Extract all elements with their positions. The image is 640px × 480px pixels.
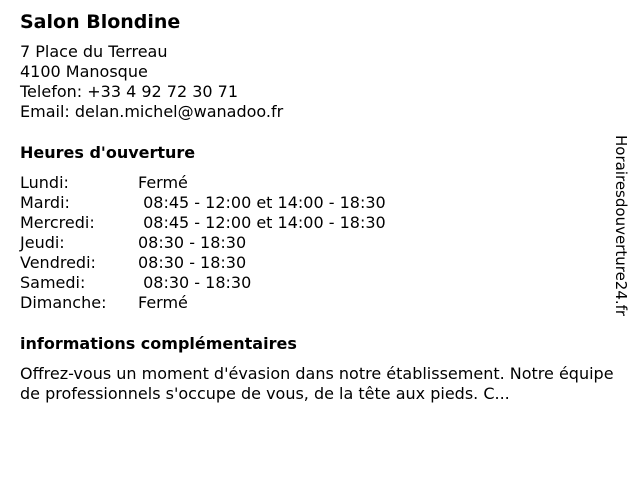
hours-row-tuesday <box>20 193 618 213</box>
hours-time: 08:45 - 12:00 et 14:00 - 18:30 <box>138 193 386 212</box>
hours-day: Mardi: <box>20 193 70 212</box>
hours-time: 08:30 - 18:30 <box>138 253 247 272</box>
phone-number: Telefon: +33 4 92 72 30 71 <box>20 82 239 101</box>
hours-time: 08:30 - 18:30 <box>138 273 252 292</box>
business-card <box>20 10 618 404</box>
hours-day: Vendredi: <box>20 253 96 272</box>
hours-time: 08:30 - 18:30 <box>138 233 247 252</box>
hours-day: Lundi: <box>20 173 69 192</box>
hours-row-wednesday <box>20 213 618 233</box>
hours-day: Dimanche: <box>20 293 107 312</box>
address-street: 7 Place du Terreau <box>20 42 168 61</box>
hours-time: Fermé <box>138 293 188 312</box>
opening-hours-heading: Heures d'ouverture <box>20 143 196 162</box>
hours-day: Mercredi: <box>20 213 95 232</box>
hours-row-thursday <box>20 233 618 253</box>
hours-row-monday <box>20 173 618 193</box>
hours-time: Fermé <box>138 173 188 192</box>
additional-info-heading: informations complémentaires <box>20 334 297 353</box>
hours-time: 08:45 - 12:00 et 14:00 - 18:30 <box>138 213 386 232</box>
opening-hours-table <box>20 173 618 313</box>
site-watermark: Horairesdouverture24.fr <box>612 135 630 317</box>
address-city: 4100 Manosque <box>20 62 148 81</box>
additional-info-text: Offrez-vous un moment d'évasion dans notre établissement. Notre équipe de professionnels s'occupe de vous, de la tête aux pieds. C... <box>20 364 614 403</box>
hours-row-sunday <box>20 293 618 313</box>
business-name: Salon Blondine <box>20 11 181 33</box>
hours-row-saturday <box>20 273 618 293</box>
hours-day: Samedi: <box>20 273 86 292</box>
hours-row-friday <box>20 253 618 273</box>
hours-day: Jeudi: <box>20 233 65 252</box>
email-address: Email: delan.michel@wanadoo.fr <box>20 102 284 121</box>
